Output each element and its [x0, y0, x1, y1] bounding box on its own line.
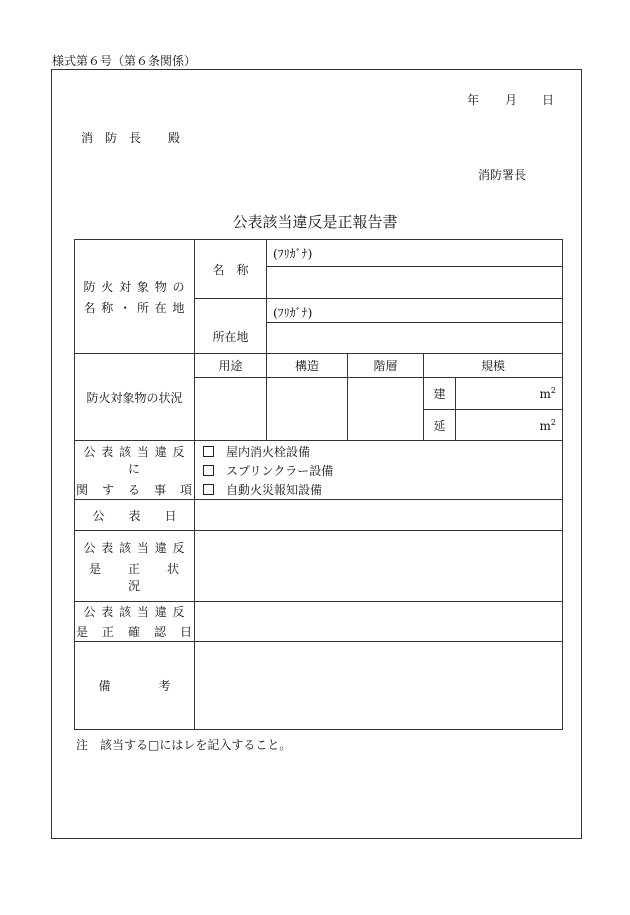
address-field[interactable] [267, 323, 563, 354]
status-label: 防火対象物の状況 [75, 354, 195, 441]
name-label: 名 称 [195, 240, 267, 299]
object-label-line1: 防 火 対 象 物 の [83, 279, 186, 294]
date-month-label: 月 [505, 93, 518, 107]
correction-confirm-label-line2: 是 正 確 認 日 [75, 625, 193, 639]
form-number: 様式第６号（第６条関係） [52, 54, 197, 68]
addressee-name: 消 防 長 [81, 131, 142, 145]
violation-label-cell [75, 441, 195, 500]
remarks-label: 備 考 [75, 642, 195, 730]
correction-confirm-label-cell [75, 602, 195, 642]
total-area-field[interactable] [456, 410, 563, 441]
col-floors-header: 階層 [348, 354, 424, 378]
page-title: 公表該当違反是正報告書 [232, 213, 398, 231]
checkbox[interactable] [203, 465, 214, 476]
published-date-field[interactable] [195, 500, 563, 531]
object-label-cell [75, 240, 195, 354]
building-area-label: 建 [424, 378, 456, 410]
col-scale-header: 規模 [424, 354, 563, 378]
total-area-label: 延 [424, 410, 456, 441]
addressee-suffix: 殿 [168, 131, 181, 145]
violation-item[interactable] [195, 442, 562, 461]
object-label-line2: 名 称 ・ 所 在 地 [83, 300, 186, 315]
violation-item-label: 自動火災報知設備 [226, 482, 323, 497]
correction-status-field[interactable] [195, 531, 563, 602]
violation-item-label: 屋内消火栓設備 [226, 444, 311, 459]
checkbox[interactable] [203, 446, 214, 457]
total-area-unit: m [539, 418, 551, 433]
correction-status-label-cell [75, 531, 207, 602]
floors-field[interactable] [348, 378, 424, 441]
published-date-label: 公 表 日 [75, 500, 195, 531]
violation-item[interactable] [195, 480, 562, 499]
address-furigana: (ﾌﾘｶﾞﾅ) [267, 299, 563, 323]
building-area-unit: m [539, 387, 551, 401]
name-field[interactable] [267, 267, 563, 299]
correction-status-label-line2: 是 正 状 況 [88, 561, 207, 593]
report-table [74, 239, 563, 730]
col-use-header: 用途 [195, 354, 267, 378]
total-area-unit-sup: 2 [550, 417, 556, 427]
remarks-field[interactable] [195, 642, 563, 730]
violation-item-label: スプリンクラー設備 [226, 463, 334, 478]
date-day-label: 日 [542, 93, 555, 107]
use-field[interactable] [195, 378, 267, 441]
violation-checklist [195, 441, 563, 500]
sender-label: 消防署長 [478, 168, 527, 182]
footnote: 注 該当する□にはレを記入すること。 [76, 738, 292, 752]
address-label: 所在地 [195, 299, 267, 354]
structure-field[interactable] [267, 378, 348, 441]
violation-label-line1: 公 表 該 当 違 反 に [83, 444, 186, 476]
correction-confirm-field[interactable] [195, 602, 563, 642]
violation-item[interactable] [195, 461, 562, 480]
building-area-unit-sup: 2 [550, 386, 556, 395]
violation-label-line2: 関 す る 事 項 [75, 482, 193, 497]
col-structure-header: 構造 [267, 354, 348, 378]
date-year-label: 年 [467, 93, 480, 107]
building-area-field[interactable] [456, 378, 563, 410]
checkbox[interactable] [203, 484, 214, 495]
correction-confirm-label-line1: 公 表 該 当 違 反 [83, 605, 186, 619]
correction-status-label-line1: 公 表 該 当 違 反 [83, 540, 186, 555]
name-furigana: (ﾌﾘｶﾞﾅ) [267, 240, 563, 267]
